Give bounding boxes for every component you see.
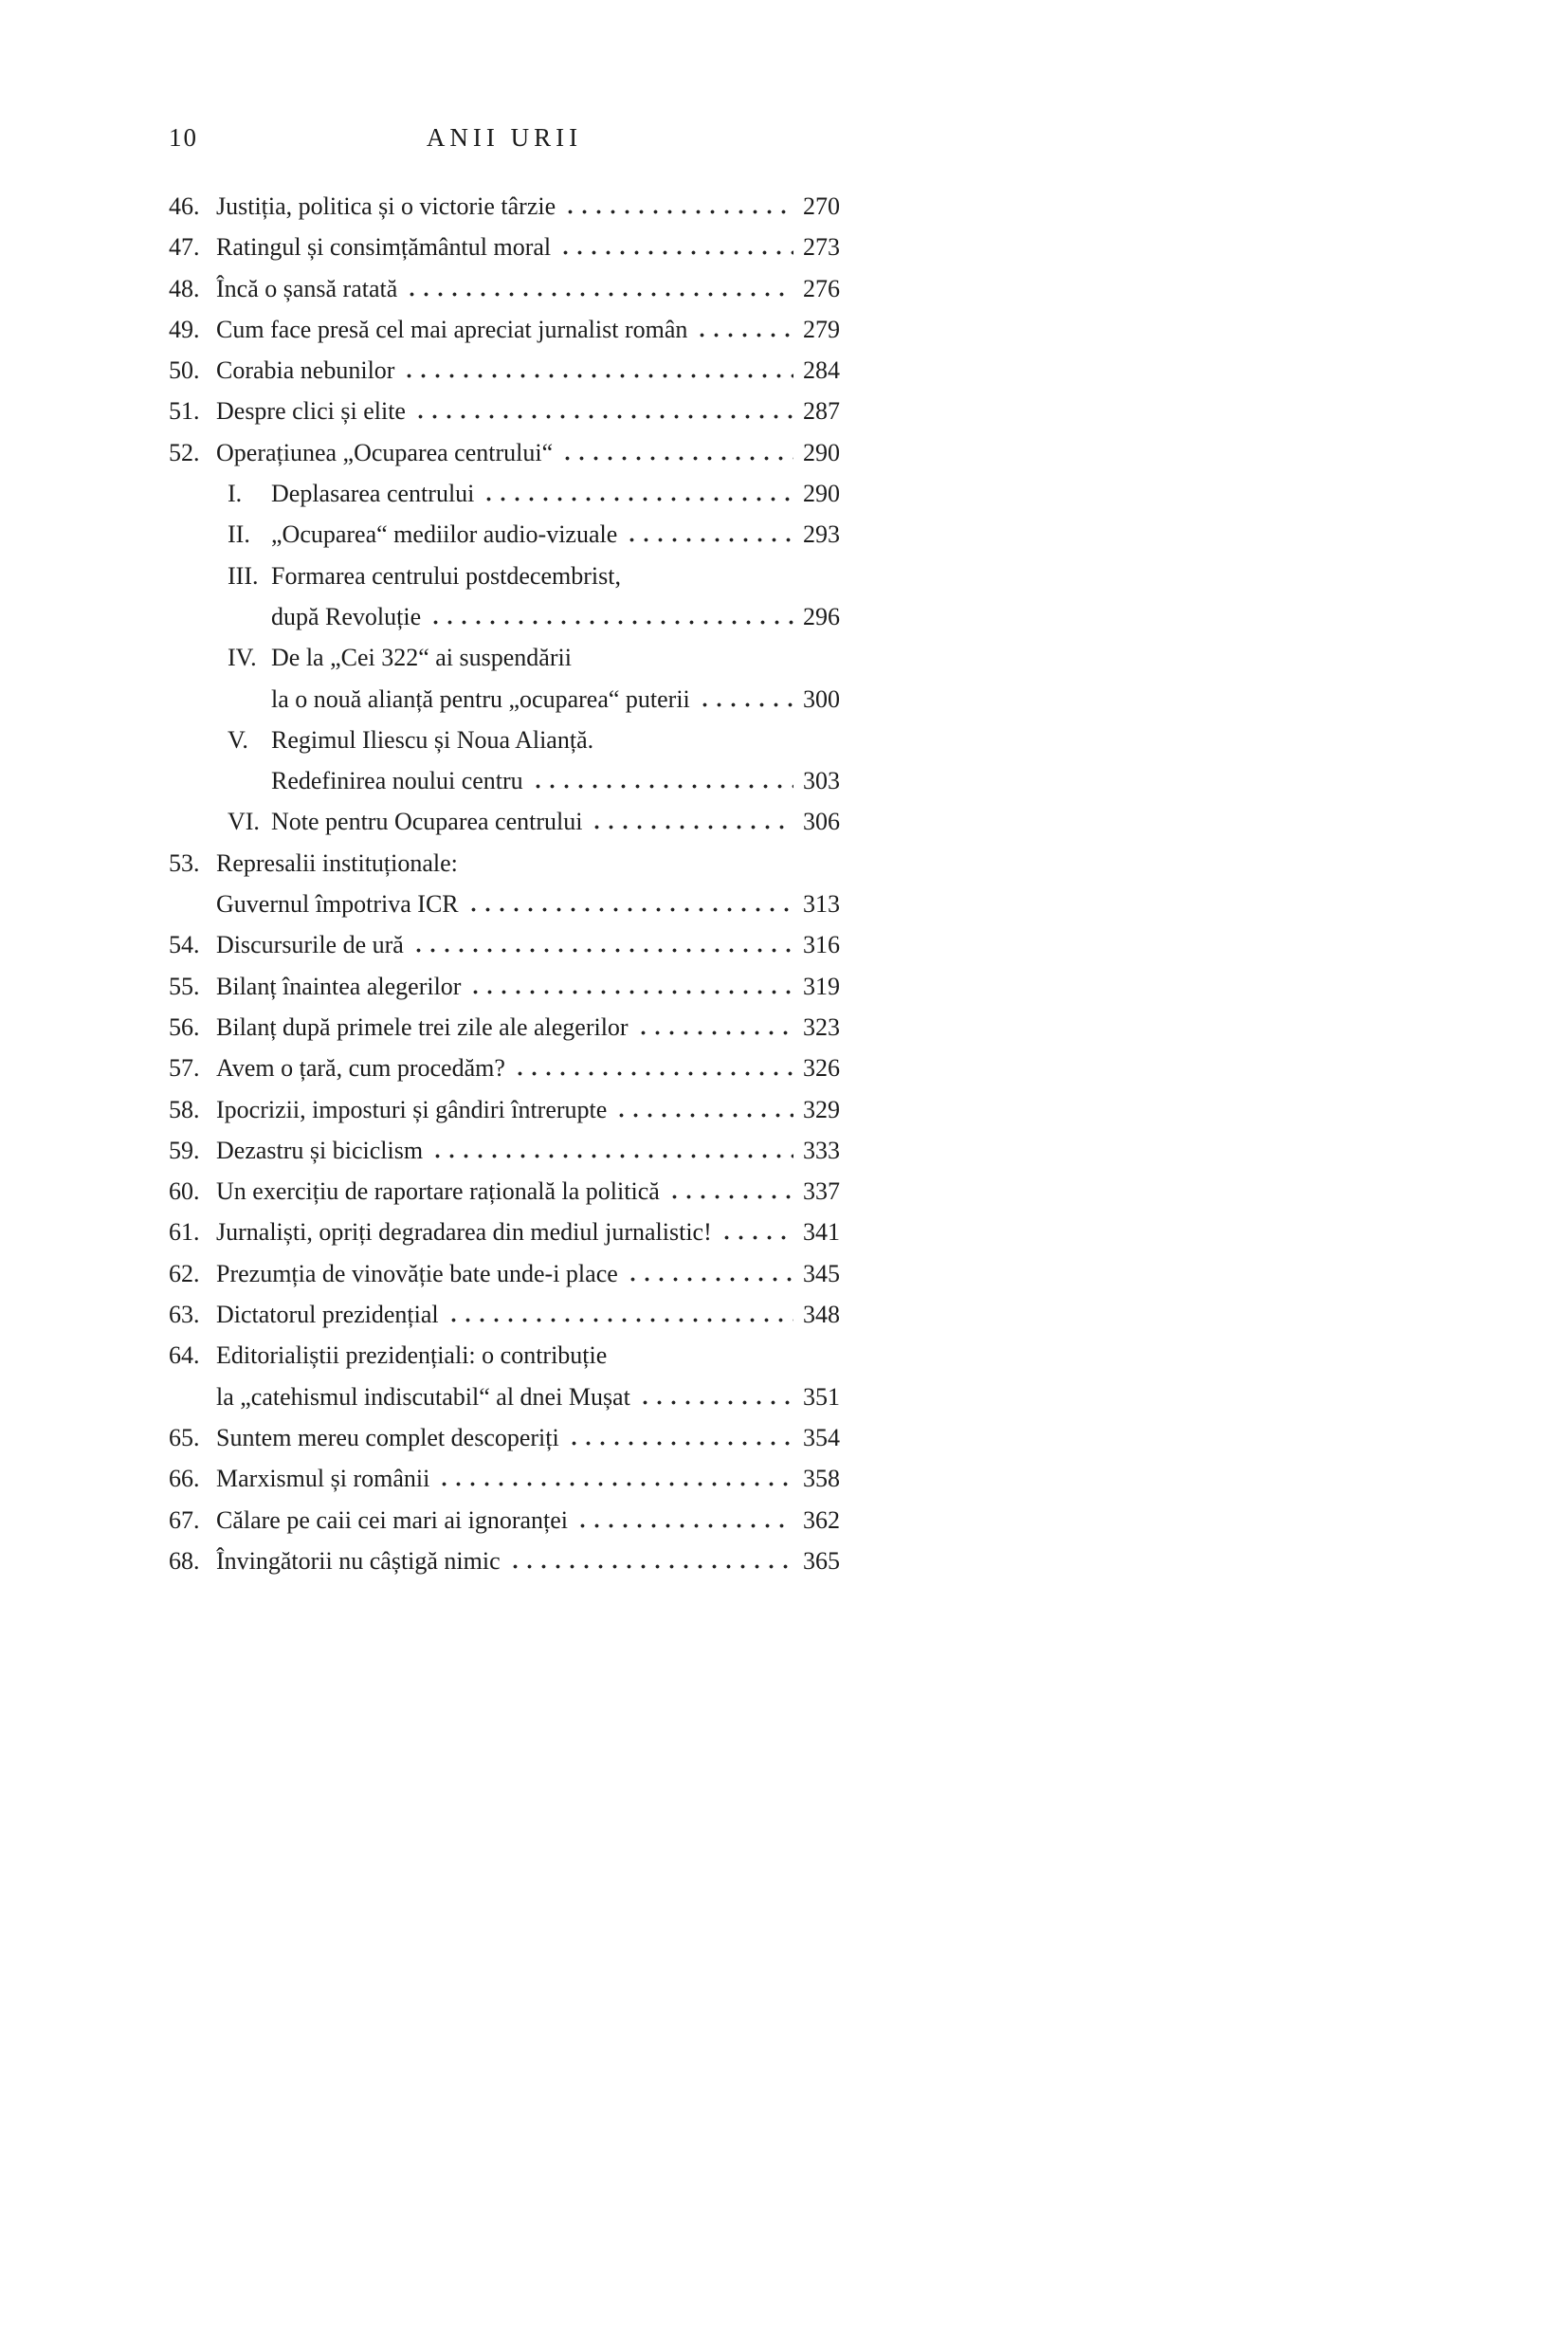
toc-page-number: 293	[803, 520, 840, 549]
toc-page-number: 351	[803, 1382, 840, 1411]
toc-entry-title: după Revoluție	[271, 602, 422, 630]
toc-entry-number: 58.	[169, 1095, 200, 1123]
toc-entry-title: De la „Cei 322“ ai suspendării	[271, 644, 572, 672]
toc-entry-title: Bilanț după primele trei zile ale alegerilor	[216, 1012, 629, 1041]
toc-row	[169, 227, 840, 267]
toc-entry-number: 48.	[169, 274, 200, 302]
toc-page-number: 296	[803, 602, 840, 630]
toc-entry-number: IV.	[228, 644, 257, 672]
toc-entry-title: Ipocrizii, imposturi și gândiri întrerupte	[216, 1095, 608, 1123]
toc-page-number: 276	[803, 274, 840, 302]
toc-entry-number: 64.	[169, 1341, 200, 1370]
toc-entry-number: 61.	[169, 1218, 200, 1247]
toc-row	[169, 760, 840, 801]
dot-leader	[626, 1277, 793, 1282]
dot-leader	[567, 1441, 793, 1446]
dot-leader	[667, 1194, 793, 1199]
dot-leader	[508, 1564, 793, 1569]
dot-leader	[563, 210, 793, 214]
dot-leader	[402, 374, 793, 378]
dot-leader	[466, 907, 793, 912]
toc-entry-number: 46.	[169, 192, 200, 220]
dot-leader	[575, 1523, 793, 1528]
toc-entry-number: 53.	[169, 848, 200, 877]
toc-page-number: 358	[803, 1465, 840, 1493]
dot-leader	[405, 292, 793, 297]
toc-row	[169, 924, 840, 965]
toc-entry-number: 50.	[169, 356, 200, 385]
toc-row	[169, 1294, 840, 1335]
toc-row	[169, 1130, 840, 1171]
toc-entry-title: Dezastru și biciclism	[216, 1136, 424, 1164]
page-header	[169, 123, 840, 163]
toc-page-number: 323	[803, 1012, 840, 1041]
toc-page-number: 306	[803, 808, 840, 836]
dot-leader	[411, 948, 793, 953]
toc-page-number: 270	[803, 192, 840, 220]
toc-row	[169, 1212, 840, 1252]
toc-entry-title: Bilanț înaintea alegerilor	[216, 972, 462, 1000]
toc-row	[169, 637, 840, 678]
toc-page-number: 329	[803, 1095, 840, 1123]
toc-entry-number: I.	[228, 480, 243, 508]
toc-entry-number: 51.	[169, 397, 200, 426]
dot-leader	[428, 620, 793, 625]
toc-entry-title: „Ocuparea“ mediilor audio-vizuale	[271, 520, 618, 549]
toc-entry-number: 62.	[169, 1259, 200, 1287]
dot-leader	[430, 1154, 793, 1158]
toc-page-number: 326	[803, 1054, 840, 1083]
toc-entry-number: 66.	[169, 1465, 200, 1493]
toc-entry-number: 63.	[169, 1301, 200, 1329]
toc-page-number: 284	[803, 356, 840, 385]
toc-page-number: 273	[803, 233, 840, 262]
dot-leader	[513, 1071, 793, 1076]
toc-page-number: 333	[803, 1136, 840, 1164]
toc-row	[169, 1089, 840, 1130]
toc-row	[169, 556, 840, 596]
toc-entry-number: VI.	[228, 808, 260, 836]
toc-page-number: 290	[803, 480, 840, 508]
dot-leader	[437, 1482, 793, 1486]
toc-entry-number: 56.	[169, 1012, 200, 1041]
toc-entry-title: Formarea centrului postdecembrist,	[271, 561, 621, 590]
toc-entry-number: 54.	[169, 931, 200, 959]
toc-row	[169, 884, 840, 924]
dot-leader	[482, 497, 793, 501]
toc-row	[169, 801, 840, 842]
toc-row	[169, 1253, 840, 1294]
toc-row	[169, 720, 840, 760]
toc-page-number: 337	[803, 1177, 840, 1206]
toc-page-number: 300	[803, 684, 840, 713]
toc-entry-number: III.	[228, 561, 259, 590]
dot-leader	[531, 784, 793, 789]
toc-entry-title: Marxismul și românii	[216, 1465, 430, 1493]
toc-entry-title: Justiția, politica și o victorie târzie	[216, 192, 556, 220]
dot-leader	[625, 538, 793, 542]
running-title: ANII URII	[426, 123, 583, 152]
toc-page-number: 348	[803, 1301, 840, 1329]
toc-row	[169, 268, 840, 309]
toc-entry-title: Un exercițiu de raportare rațională la politică	[216, 1177, 660, 1206]
toc-page-number: 287	[803, 397, 840, 426]
toc-entry-title: Represalii instituționale:	[216, 848, 458, 877]
toc-entry-title: Ratingul și consimțământul moral	[216, 233, 552, 262]
toc-entry-number: 49.	[169, 315, 200, 343]
toc-row	[169, 473, 840, 514]
toc-row	[169, 1377, 840, 1417]
toc-entry-title: Corabia nebunilor	[216, 356, 395, 385]
toc-entry-number: 52.	[169, 438, 200, 466]
toc-entry-title: la o nouă alianță pentru „ocuparea“ puterii	[271, 684, 690, 713]
toc-page-number: 303	[803, 767, 840, 795]
toc-entry-number: 59.	[169, 1136, 200, 1164]
toc-entry-number: 55.	[169, 972, 200, 1000]
dot-leader	[468, 990, 793, 994]
toc-entry-title: Despre clici și elite	[216, 397, 406, 426]
toc-entry-number: 47.	[169, 233, 200, 262]
dot-leader	[698, 702, 793, 707]
toc-row	[169, 1007, 840, 1048]
dot-leader	[590, 825, 793, 830]
book-page	[169, 123, 840, 1581]
toc-entry-title: la „catehismul indiscutabil“ al dnei Mușat	[216, 1382, 630, 1411]
toc-row	[169, 1541, 840, 1581]
toc-page-number: 290	[803, 438, 840, 466]
toc-entry-number: 65.	[169, 1423, 200, 1451]
toc-entry-title: Operațiunea „Ocuparea centrului“	[216, 438, 554, 466]
dot-leader	[638, 1400, 793, 1405]
toc-list	[169, 186, 840, 1581]
toc-entry-title: Discursurile de ură	[216, 931, 404, 959]
toc-page-number: 279	[803, 315, 840, 343]
toc-row	[169, 596, 840, 637]
toc-entry-number: 57.	[169, 1054, 200, 1083]
toc-row	[169, 966, 840, 1007]
toc-entry-title: Regimul Iliescu și Noua Alianță.	[271, 725, 594, 754]
toc-row	[169, 309, 840, 350]
toc-page-number: 313	[803, 890, 840, 919]
toc-entry-title: Dictatorul prezidențial	[216, 1301, 439, 1329]
dot-leader	[413, 414, 793, 419]
toc-entry-title: Încă o șansă ratată	[216, 274, 398, 302]
toc-row	[169, 679, 840, 720]
toc-row	[169, 432, 840, 473]
dot-leader	[636, 1030, 793, 1035]
toc-entry-number: 68.	[169, 1546, 200, 1575]
folio-page-number: 10	[169, 123, 198, 152]
toc-entry-title: Avem o țară, cum procedăm?	[216, 1054, 505, 1083]
toc-page-number: 354	[803, 1423, 840, 1451]
toc-entry-title: Note pentru Ocuparea centrului	[271, 808, 583, 836]
toc-entry-title: Deplasarea centrului	[271, 480, 475, 508]
toc-entry-number: 67.	[169, 1505, 200, 1534]
toc-entry-title: Prezumția de vinovăție bate unde-i place	[216, 1259, 618, 1287]
dot-leader	[447, 1318, 793, 1322]
dot-leader	[720, 1235, 793, 1240]
toc-entry-title: Guvernul împotriva ICR	[216, 890, 459, 919]
toc-entry-number: II.	[228, 520, 250, 549]
toc-page-number: 319	[803, 972, 840, 1000]
toc-row	[169, 1335, 840, 1376]
toc-entry-number: V.	[228, 725, 248, 754]
toc-entry-title: Jurnaliști, opriți degradarea din mediul jurnalistic!	[216, 1218, 712, 1247]
toc-row	[169, 391, 840, 431]
toc-entry-title: Cum face presă cel mai apreciat jurnalist român	[216, 315, 688, 343]
dot-leader	[695, 333, 793, 337]
toc-row	[169, 514, 840, 555]
dot-leader	[560, 456, 793, 461]
toc-row	[169, 186, 840, 227]
toc-page-number: 362	[803, 1505, 840, 1534]
toc-row	[169, 350, 840, 391]
toc-row	[169, 1048, 840, 1088]
toc-row	[169, 1417, 840, 1458]
toc-entry-title: Călare pe caii cei mari ai ignoranței	[216, 1505, 569, 1534]
toc-page-number: 316	[803, 931, 840, 959]
toc-entry-number: 60.	[169, 1177, 200, 1206]
toc-row	[169, 843, 840, 884]
toc-page-number: 341	[803, 1218, 840, 1247]
toc-row	[169, 1458, 840, 1499]
toc-entry-title: Învingătorii nu câștigă nimic	[216, 1546, 501, 1575]
toc-page-number: 345	[803, 1259, 840, 1287]
toc-page-number: 365	[803, 1546, 840, 1575]
toc-entry-title: Redefinirea noului centru	[271, 767, 523, 795]
dot-leader	[558, 250, 793, 255]
dot-leader	[614, 1113, 793, 1118]
toc-row	[169, 1500, 840, 1541]
toc-entry-title: Editorialiștii prezidențiali: o contribuție	[216, 1341, 608, 1370]
toc-row	[169, 1171, 840, 1212]
toc-entry-title: Suntem mereu complet descoperiți	[216, 1423, 559, 1451]
